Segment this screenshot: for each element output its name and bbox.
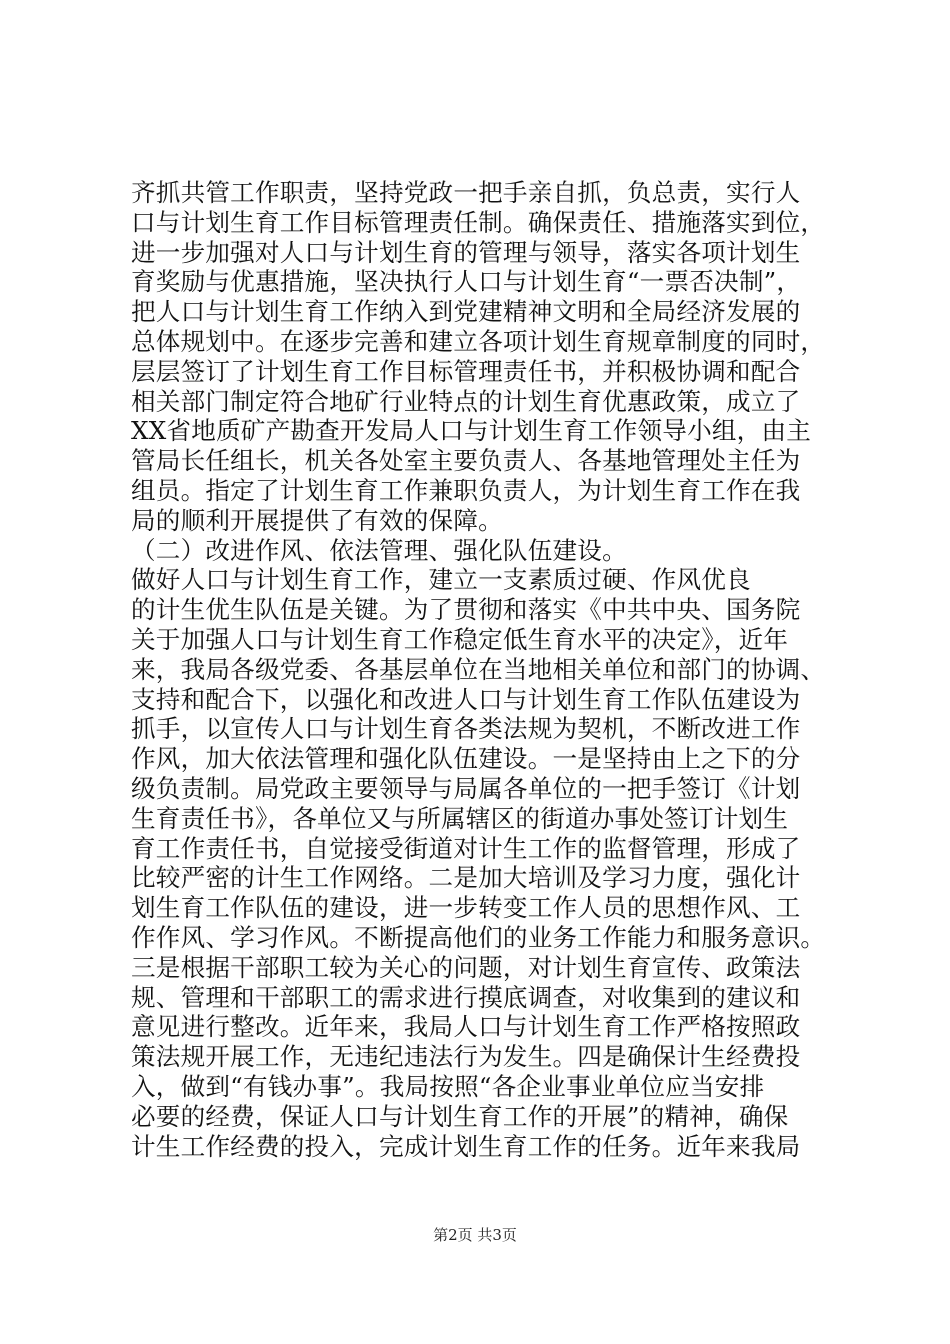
text-line: 入，做到“有钱办事”。我局按照“各企业事业单位应当安排	[131, 1071, 765, 1101]
text-line: 计生工作经费的投入，完成计划生育工作的任务。近年来我局	[131, 1131, 801, 1161]
text-line: 层层签订了计划生育工作目标管理责任书，并积极协调和配合	[131, 356, 801, 386]
text-line: 口与计划生育工作目标管理责任制。确保责任、措施落实到位，	[131, 207, 826, 237]
text-line: 级负责制。局党政主要领导与局属各单位的一把手签订《计划	[131, 773, 801, 803]
text-line: 三是根据干部职工较为关心的问题，对计划生育宣传、政策法	[131, 952, 801, 982]
text-line: XX省地质矿产勘查开发局人口与计划生育工作领导小组，由主	[131, 416, 812, 446]
text-line: 作风，加大依法管理和强化队伍建设。一是坚持由上之下的分	[131, 744, 801, 774]
text-line: 把人口与计划生育工作纳入到党建精神文明和全局经济发展的	[131, 297, 801, 327]
text-line: 比较严密的计生工作网络。二是加大培训及学习力度，强化计	[131, 863, 801, 893]
text-line: 育工作责任书，自觉接受街道对计生工作的监督管理，形成了	[131, 833, 801, 863]
text-line: 做好人口与计划生育工作，建立一支素质过硬、作风优良	[131, 565, 751, 595]
text-line: 意见进行整改。近年来，我局人口与计划生育工作严格按照政	[131, 1012, 801, 1042]
document-body	[131, 178, 831, 1161]
page-footer: 第2页 共3页	[433, 1226, 517, 1244]
text-line: 组员。指定了计划生育工作兼职负责人，为计划生育工作在我	[131, 475, 801, 505]
text-line: 来，我局各级党委、各基层单位在当地相关单位和部门的协调、	[131, 654, 826, 684]
text-line: 必要的经费，保证人口与计划生育工作的开展”的精神，确保	[131, 1101, 789, 1131]
text-line: 支持和配合下，以强化和改进人口与计划生育工作队伍建设为	[131, 684, 801, 714]
text-line: 划生育工作队伍的建设，进一步转变工作人员的思想作风、工	[131, 893, 801, 923]
text-line: 生育责任书》，各单位又与所属辖区的街道办事处签订计划生	[131, 803, 789, 833]
text-line: 作作风、学习作风。不断提高他们的业务工作能力和服务意识。	[131, 922, 826, 952]
text-line: 进一步加强对人口与计划生育的管理与领导，落实各项计划生	[131, 237, 801, 267]
text-line: 齐抓共管工作职责，坚持党政一把手亲自抓，负总责，实行人	[131, 178, 801, 207]
text-line: 关于加强人口与计划生育工作稳定低生育水平的决定》，近年	[131, 624, 789, 654]
text-line: 相关部门制定符合地矿行业特点的计划生育优惠政策，成立了	[131, 386, 801, 416]
text-line: 的计生优生队伍是关键。为了贯彻和落实《中共中央、国务院	[131, 595, 801, 625]
text-line: 局的顺利开展提供了有效的保障。	[131, 505, 503, 535]
text-line: 抓手，以宣传人口与计划生育各类法规为契机，不断改进工作	[131, 714, 801, 744]
text-line: 策法规开展工作，无违纪违法行为发生。四是确保计生经费投	[131, 1042, 801, 1072]
text-line: 总体规划中。在逐步完善和建立各项计划生育规章制度的同时，	[131, 326, 826, 356]
text-line: （二）改进作风、依法管理、强化队伍建设。	[131, 535, 627, 565]
text-line: 管局长任组长，机关各处室主要负责人、各基地管理处主任为	[131, 446, 801, 476]
text-line: 规、管理和干部职工的需求进行摸底调查，对收集到的建议和	[131, 982, 801, 1012]
text-line: 育奖励与优惠措施，坚决执行人口与计划生育“一票否决制”，	[131, 267, 802, 297]
